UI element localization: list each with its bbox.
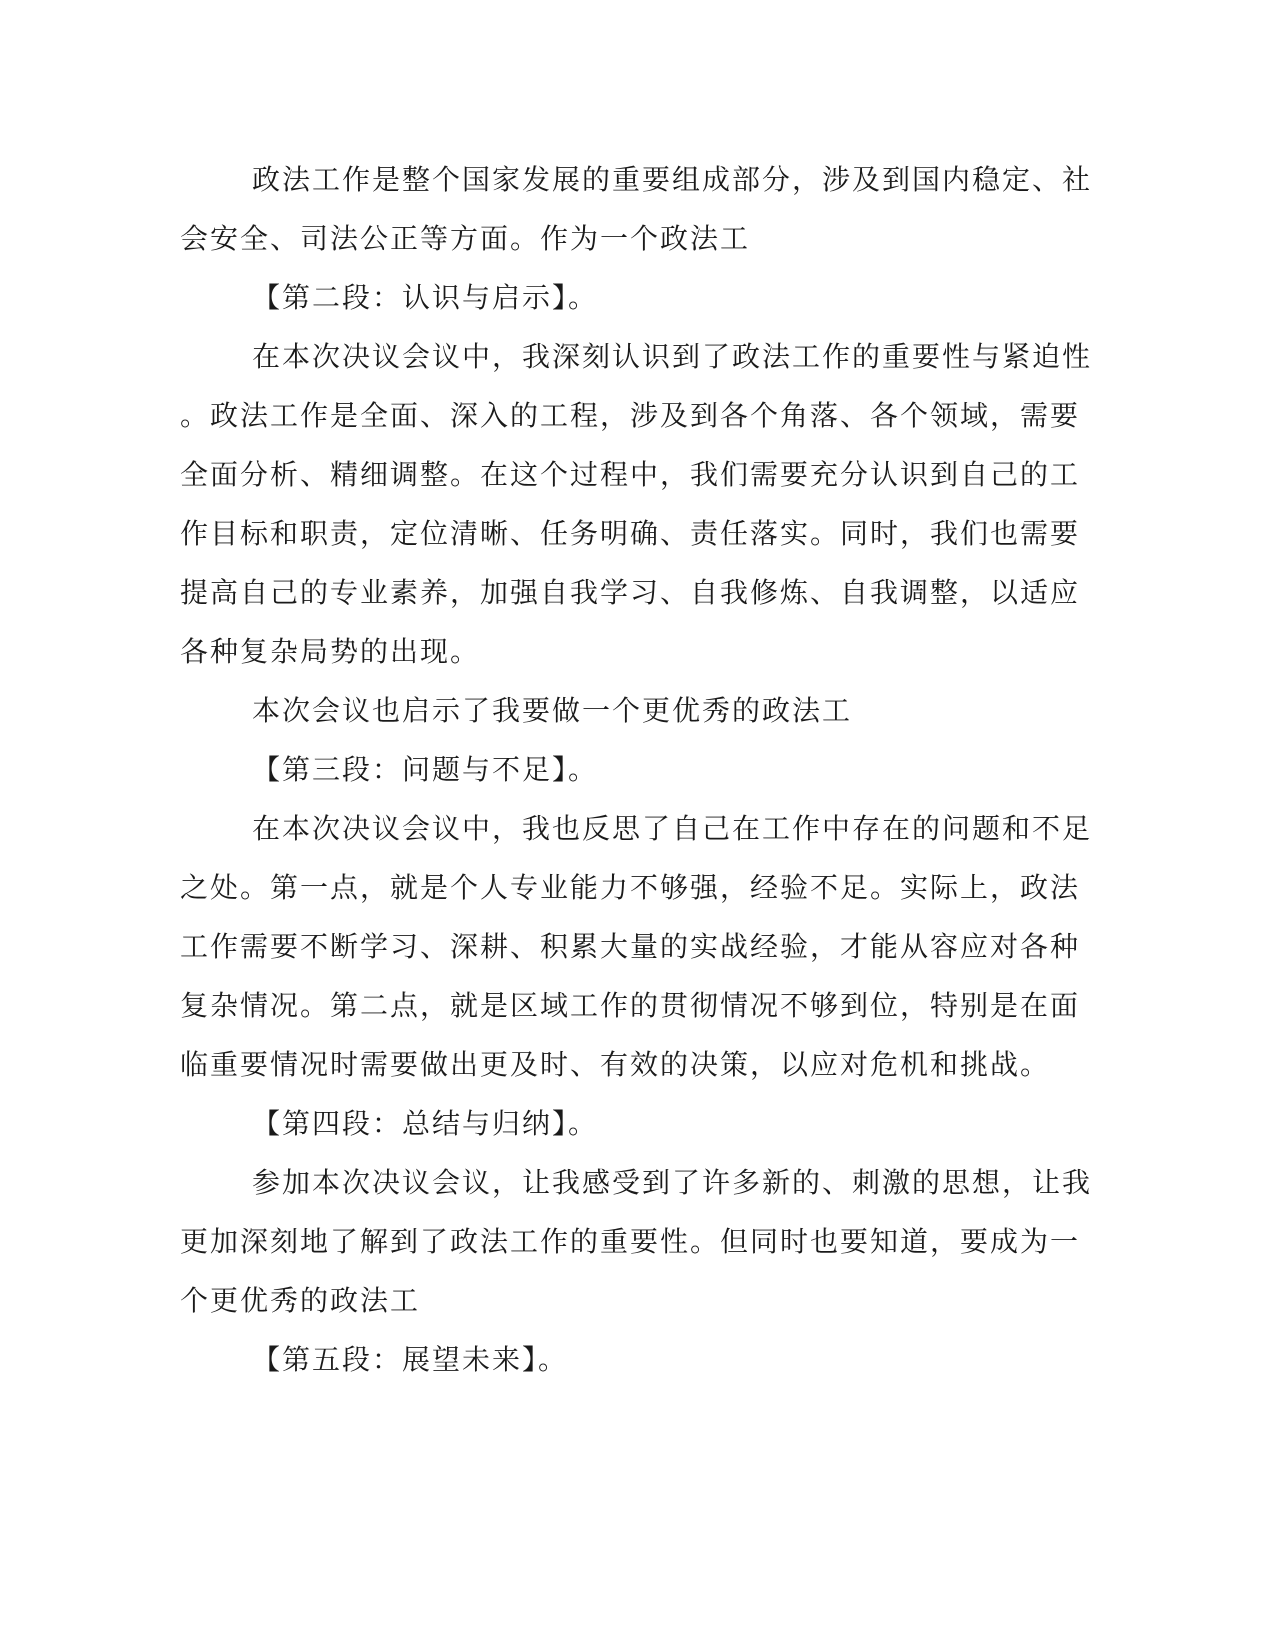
paragraph-line: 全面分析、精细调整。在这个过程中，我们需要充分认识到自己的工 [180,458,1081,491]
document-body [180,150,1093,1389]
paragraph-line: 复杂情况。第二点，就是区域工作的贯彻情况不够到位，特别是在面 [180,989,1081,1022]
paragraph-line: 各种复杂局势的出现。 [180,635,481,668]
paragraph-line: 政法工作是整个国家发展的重要组成部分，涉及到国内稳定、社 [252,163,1093,196]
section-heading: 【第五段：展望未来】。 [252,1343,569,1376]
paragraph-line: 。政法工作是全面、深入的工程，涉及到各个角落、各个领域，需要 [180,399,1081,432]
paragraph-line: 之处。第一点，就是个人专业能力不够强，经验不足。实际上，政法 [180,871,1081,904]
paragraph-line: 更加深刻地了解到了政法工作的重要性。但同时也要知道，要成为一 [180,1225,1081,1258]
paragraph-line: 临重要情况时需要做出更及时、有效的决策，以应对危机和挑战。 [180,1048,1051,1081]
paragraph-line: 在本次决议会议中，我也反思了自己在工作中存在的问题和不足 [252,812,1093,845]
paragraph-line: 个更优秀的政法工 [180,1284,421,1317]
section-heading: 【第二段：认识与启示】。 [252,281,599,314]
section-heading: 【第四段：总结与归纳】。 [252,1107,599,1140]
paragraph-line: 作目标和职责，定位清晰、任务明确、责任落实。同时，我们也需要 [180,517,1081,550]
paragraph-line: 本次会议也启示了我要做一个更优秀的政法工 [252,694,853,727]
paragraph-line: 提高自己的专业素养，加强自我学习、自我修炼、自我调整，以适应 [180,576,1081,609]
paragraph-line: 工作需要不断学习、深耕、积累大量的实战经验，才能从容应对各种 [180,930,1081,963]
paragraph-line: 在本次决议会议中，我深刻认识到了政法工作的重要性与紧迫性 [252,340,1093,373]
section-heading: 【第三段：问题与不足】。 [252,753,599,786]
paragraph-line: 会安全、司法公正等方面。作为一个政法工 [180,222,751,255]
paragraph-line: 参加本次决议会议，让我感受到了许多新的、刺激的思想，让我 [252,1166,1093,1199]
